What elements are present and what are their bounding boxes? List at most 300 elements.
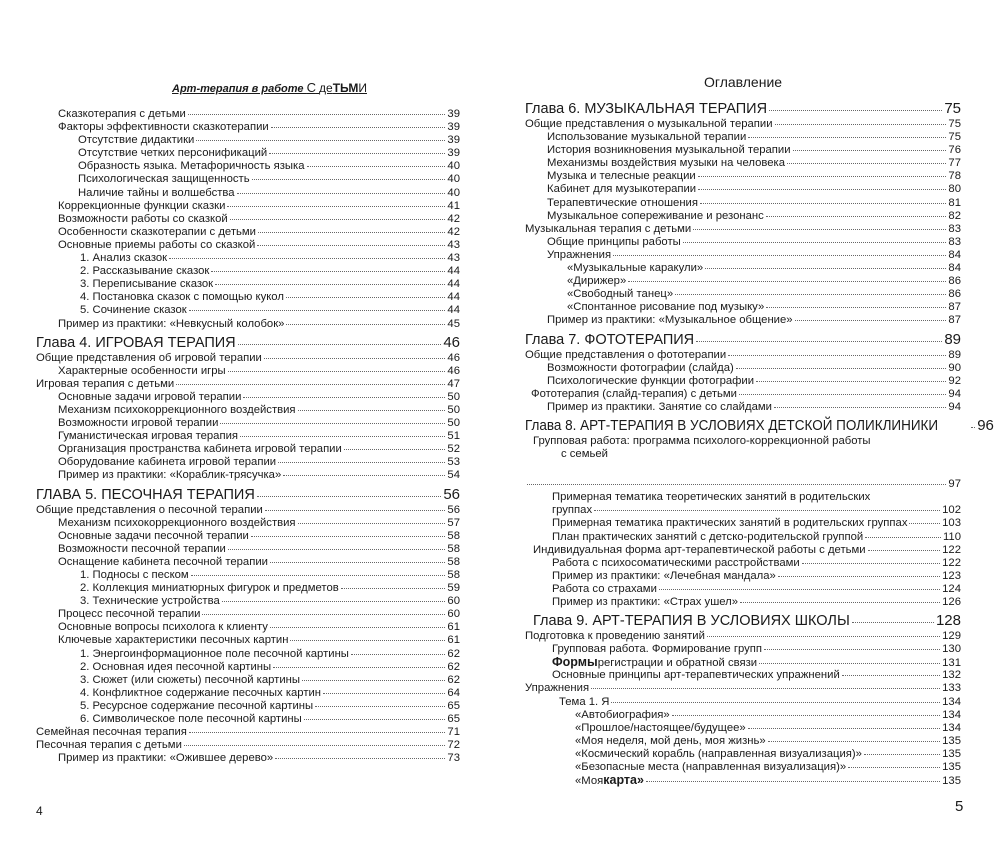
header-title: Арт-терапия в работе [172,83,304,95]
leader-dots [696,341,942,342]
toc-entry-title: Механизм психокоррекционного воздействия [58,516,296,529]
leader-dots [238,344,442,345]
toc-entry-page: 62 [447,647,460,660]
toc-entry [525,249,961,262]
toc-entry [36,265,460,278]
toc-entry-page: 92 [948,374,961,387]
toc-entry-page: 60 [447,608,460,621]
leader-dots [202,614,445,615]
leader-dots [251,536,446,537]
leader-dots [628,281,946,282]
toc-entry-title: «Космический корабль (направленная визуализация)» [575,747,862,760]
toc-entry-page: 44 [447,291,460,304]
leader-dots [271,127,446,128]
header-title-5: И [358,81,367,95]
leader-dots [290,640,445,641]
toc-entry-title: «Моя [575,775,604,788]
header-title-2: С [306,80,316,95]
toc-entry-title: Механизмы воздействия музыки на человека [547,157,785,170]
toc-entry-page: 102 [942,504,961,517]
toc-entry-title: Кабинет для музыкотерапии [547,183,697,196]
toc-entry-page: 129 [942,630,961,643]
toc-entry-title: Семейная песочная терапия [36,726,187,739]
toc-entry-title: 1. Анализ сказок [80,252,168,265]
toc-entry [525,314,961,327]
leader-dots [756,381,946,382]
leader-dots [865,537,941,538]
toc-entry-page: 71 [447,726,460,739]
toc-entry-title: Работа со страхами [552,582,657,595]
leader-dots [264,358,446,359]
leader-dots [728,355,946,356]
toc-entry [36,108,460,121]
leader-dots [341,588,446,589]
toc-entry-title: Музыкальное сопереживание и резонанс [547,209,764,222]
toc-entry [36,391,460,404]
toc-entry-title: Примерная тематика теоретических занятий в родительских [552,491,871,504]
toc-entry-page: 44 [447,265,460,278]
leader-dots [351,654,445,655]
running-header: Оглавление [704,74,783,90]
toc-entry-title: Возможности игровой терапии [58,417,219,430]
toc-entry-title: Процесс песочной терапии [58,608,201,621]
leader-dots [739,394,946,395]
toc-entry-title: Использование музыкальной терапии [547,131,747,144]
toc-entry-page: 50 [447,403,460,416]
toc-entry-page: 128 [935,612,961,630]
toc-entry [36,726,460,739]
toc-entry-title: группах [552,504,593,517]
toc-entry-page: 133 [942,682,961,695]
leader-dots [864,754,940,755]
toc-entry-title: «Безопасные места (направленная визуализация)» [575,761,847,774]
leader-dots [774,407,946,408]
toc-entry [525,349,961,362]
toc-entry-page: 40 [447,186,460,199]
toc-entry-title: Отсутствие четких персонификаций [78,147,268,160]
toc-entry-title: Сказкотерапия с детьми [58,108,186,120]
toc-entry-title: 2. Рассказывание сказок [80,265,210,278]
toc-entry [36,504,460,517]
leader-dots [302,680,445,681]
toc-entry-page: 43 [447,252,460,265]
toc-entry-page: 51 [447,430,460,443]
leader-dots [257,496,442,497]
leader-dots [286,297,445,298]
leader-dots [258,232,445,233]
toc-entry-title: 4. Конфликтное содержание песочных картин [80,686,322,699]
toc-entry-page: 57 [447,516,460,529]
leader-dots [252,179,446,180]
toc-entry-title: Возможности песочной терапии [58,542,226,555]
leader-dots [169,258,445,259]
toc-entry-page: 90 [948,361,961,374]
toc-entry-title: с семьей [561,448,608,461]
leader-dots [748,137,946,138]
toc-entry [525,388,961,401]
leader-dots [787,163,946,164]
leader-dots [766,216,947,217]
toc-entry-page: 80 [948,183,961,196]
toc-entry [525,491,961,504]
toc-entry-title: Возможности работы со сказкой [58,212,228,225]
toc-entry-title: Пример из практики: «Страх ушел» [552,596,739,608]
toc-entry-page: 94 [948,387,961,400]
toc-entry [525,517,961,530]
toc-entry-page: 44 [447,304,460,317]
toc-entry-title: регистрации и обратной связи [597,657,758,670]
toc-entry [36,569,460,582]
left-page [0,0,490,850]
toc-entry-page: 58 [447,569,460,581]
toc-entry [525,157,961,170]
toc-entry-title: Гуманистическая игровая терапия [58,430,239,443]
toc-entry-page: 62 [447,660,460,673]
leader-dots [215,284,445,285]
toc-entry [525,183,961,196]
leader-dots [766,307,946,308]
leader-dots [184,745,446,746]
toc-entry-title: Пример из практики: «Кораблик-трясучка» [58,469,282,482]
leader-dots [283,475,445,476]
toc-entry-title: Подготовка к проведению занятий [525,630,705,643]
toc-entry-title: Основные приемы работы со сказкой [58,238,256,251]
spacer [525,461,961,478]
toc-entry [36,469,460,482]
toc-entry-title: 3. Переписывание сказок [80,278,214,291]
toc-entry [525,630,961,643]
toc-entry-title: Тема 1. Я [559,695,610,708]
toc-entry-page: 89 [948,348,961,361]
leader-dots [315,706,445,707]
toc-entry [36,487,460,503]
toc-right [525,100,994,788]
toc-entry [36,187,460,200]
toc-entry [36,352,460,365]
toc-entry-title: Песочная терапия с детьми [36,739,182,752]
toc-entry [36,752,460,765]
toc-entry-title: Образность языка. Метафоричность языка [78,160,305,173]
toc-entry-title: «Дирижер» [567,275,627,288]
toc-entry-page: 94 [948,400,961,413]
toc-entry [36,213,460,226]
toc-entry-title: 2. Коллекция миниатюрных фигурок и предметов [80,582,339,595]
toc-entry-page: 83 [948,235,961,248]
toc-entry-page: 75 [948,118,961,130]
toc-entry-page: 39 [447,134,460,147]
toc-entry-page: 122 [942,543,961,556]
toc-entry-page: 39 [447,121,460,134]
toc-entry [525,722,961,735]
toc-entry-title: Характерные особенности игры [58,364,226,377]
toc-entry [525,416,994,434]
toc-entry-page: 103 [942,517,961,530]
toc-entry [525,613,961,629]
leader-dots [778,576,940,577]
leader-dots [848,767,940,768]
toc-entry-title: Механизм психокоррекционного воздействия [58,403,296,416]
leader-dots [793,150,947,151]
toc-entry-title: «Свободный танец» [567,288,674,301]
toc-entry-page: 42 [447,212,460,225]
toc-entry-title: 4. Постановка сказок с помощью кукол [80,291,284,304]
toc-entry-page: 50 [447,417,460,430]
toc-entry-title: Отсутствие дидактики [78,134,195,147]
leader-dots [768,741,940,742]
toc-entry-page: 123 [942,569,961,582]
toc-entry [525,362,961,375]
leader-dots [611,702,940,703]
toc-entry [525,275,961,288]
toc-entry [36,365,460,378]
toc-entry-page: 61 [447,621,460,634]
toc-entry-title: Глава 7. ФОТОТЕРАПИЯ [525,331,695,348]
toc-entry-title: Общие принципы работы [547,235,681,248]
toc-entry-title: План практических занятий с детско-родительской группой [552,530,864,543]
leader-dots [852,622,934,623]
toc-entry-page: 61 [447,634,460,647]
toc-entry [525,761,961,774]
toc-entry [36,252,460,265]
leader-dots [269,153,445,154]
toc-entry-title: Групповая работа: программа психолого-коррекционной работы [533,434,871,447]
toc-entry [525,774,961,787]
leader-dots [759,663,940,664]
leader-dots [230,219,446,220]
leader-dots [705,268,946,269]
toc-entry-page: 54 [447,469,460,482]
leader-dots [220,423,445,424]
toc-entry-title: «Прошлое/настоящее/будущее» [575,721,746,734]
toc-entry-title: «Автобиография» [575,708,670,721]
toc-entry-title: «Моя неделя, мой день, моя жизнь» [575,734,766,747]
leader-dots [189,310,446,311]
toc-entry-title: Основные задачи песочной терапии [58,529,249,542]
leader-dots [802,563,940,564]
toc-entry [525,748,961,761]
toc-entry [525,262,961,275]
toc-entry [525,682,961,695]
toc-entry-page: 39 [447,147,460,160]
toc-entry-title: Общие представления о песочной терапии [36,503,263,516]
leader-dots [736,368,947,369]
toc-entry-page: 83 [948,222,961,235]
leader-dots [672,715,940,716]
toc-entry [36,608,460,621]
toc-entry [36,517,460,530]
leader-dots [222,601,446,602]
toc-entry-page: 40 [447,173,460,186]
toc-entry-title: Общие представления о музыкальной терапии [525,118,773,130]
leader-dots [237,193,446,194]
leader-dots [176,384,445,385]
leader-dots [698,176,947,177]
leader-dots [700,203,946,204]
toc-entry [525,131,961,144]
toc-entry-page: 39 [447,108,460,120]
toc-entry-title: Музыкальная терапия с детьми [525,222,692,235]
leader-dots [909,523,940,524]
toc-entry [36,739,460,752]
leader-dots [971,427,975,428]
toc-entry-page: 122 [942,556,961,569]
toc-entry-page: 135 [942,734,961,747]
leader-dots [270,562,445,563]
toc-entry-title: Пример из практики: «Ожившее дерево» [58,752,274,765]
toc-entry [525,669,961,682]
toc-entry-page: 46 [443,333,460,351]
leader-dots [196,140,445,141]
toc-entry-page: 76 [948,144,961,157]
leader-dots [740,602,940,603]
toc-entry-bold-word: Формы [552,655,598,670]
toc-entry-title: 5. Ресурсное содержание песочной картины [80,699,314,712]
leader-dots [764,649,940,650]
toc-entry-page: 56 [443,485,460,503]
toc-entry [36,160,460,173]
leader-dots [527,484,946,485]
toc-entry-page: 84 [948,248,961,261]
leader-dots [613,255,946,256]
leader-dots [344,449,446,450]
leader-dots [211,271,445,272]
leader-dots [795,320,947,321]
toc-entry-page: 86 [948,275,961,288]
toc-entry-page: 65 [447,699,460,712]
toc-entry [36,713,460,726]
toc-entry-title: Индивидуальная форма арт-терапевтической работы с детьми [533,543,866,556]
toc-entry-page: 124 [942,582,961,595]
leader-dots [275,758,445,759]
toc-entry [36,443,460,456]
toc-entry-title: Оснащение кабинета песочной терапии [58,555,268,568]
toc-entry [36,430,460,443]
toc-entry-title: 6. Символическое поле песочной картины [80,713,302,726]
toc-entry [525,709,961,722]
toc-entry [525,570,961,583]
toc-entry-title: 3. Сюжет (или сюжеты) песочной картины [80,673,301,686]
toc-entry [525,288,961,301]
toc-left [36,108,460,765]
page-number: 4 [36,804,43,818]
toc-entry-title: Общие представления об игровой терапии [36,351,262,364]
leader-dots [228,371,446,372]
toc-entry-title: Упражнения [547,248,612,261]
toc-entry-page: 41 [447,199,460,212]
toc-entry-title: 1. Подносы с песком [80,569,189,581]
leader-dots [278,462,445,463]
leader-dots [748,728,940,729]
toc-entry [525,144,961,157]
toc-entry-title: История возникновения музыкальной терапии [547,144,791,157]
toc-entry-page: 87 [948,301,961,314]
toc-entry-page: 65 [447,713,460,726]
leader-dots [775,124,947,125]
toc-entry [36,404,460,417]
leader-dots [191,575,446,576]
toc-entry-title: Глава 4. ИГРОВАЯ ТЕРАПИЯ [36,334,236,351]
toc-entry-page: 131 [942,657,961,670]
leader-dots [594,510,940,511]
toc-entry-title: Основные задачи игровой терапии [58,390,242,403]
leader-dots [240,436,445,437]
toc-entry-page: 87 [948,314,961,327]
toc-entry-page: 75 [948,131,961,144]
toc-entry-page: 110 [942,530,961,543]
toc-right-part-b [525,478,961,787]
toc-entry-page: 84 [948,262,961,275]
toc-entry-page: 62 [447,673,460,686]
leader-dots [286,324,445,325]
toc-entry-title: Общие представления о фототерапии [525,348,727,361]
toc-entry [525,544,961,557]
right-page [500,0,1000,850]
toc-entry [525,735,961,748]
toc-entry [36,200,460,213]
header-title-4: ТЬМ [332,81,359,95]
toc-entry-title: Основные принципы арт-терапевтических упражнений [552,669,840,682]
toc-entry [36,173,460,186]
toc-entry-title: Примерная тематика практических занятий в родительских группах [552,517,908,530]
toc-entry-title: Организация пространства кабинета игровой терапии [58,443,342,456]
toc-entry-page: 73 [447,752,460,765]
toc-entry [525,101,961,117]
toc-entry [36,226,460,239]
toc-entry-page: 134 [942,695,961,708]
toc-entry-page: 53 [447,456,460,469]
toc-entry [525,531,961,544]
toc-entry-page: 42 [447,225,460,238]
toc-entry [36,417,460,430]
toc-entry [525,656,961,669]
leader-dots [868,550,941,551]
toc-entry [36,543,460,556]
leader-dots [698,189,946,190]
toc-entry-page: 46 [447,364,460,377]
toc-entry-title: Терапевтические отношения [547,196,698,209]
toc-entry-page: 86 [948,288,961,301]
leader-dots [307,166,446,167]
toc-entry [36,335,460,351]
toc-entry [36,147,460,160]
toc-entry-title: Пример из практики: «Музыкальное общение» [547,314,793,327]
toc-entry-title: Факторы эффективности сказкотерапии [58,121,269,134]
leader-dots [707,636,940,637]
toc-entry-title: Основные вопросы психолога к клиенту [58,621,268,634]
toc-entry-title: Особенности сказкотерапии с детьми [58,225,256,238]
toc-entry-page: 58 [447,555,460,568]
toc-entry [36,687,460,700]
toc-entry [36,134,460,147]
toc-entry-title: Психологические функции фотографии [547,374,755,387]
toc-entry-page: 43 [447,238,460,251]
toc-entry-title: Пример из практики. Занятие со слайдами [547,400,772,413]
leader-dots [683,242,947,243]
toc-entry-page: 47 [447,377,460,390]
toc-entry [525,223,961,236]
leader-dots [298,410,446,411]
toc-entry [36,661,460,674]
leader-dots [675,294,946,295]
toc-entry-page: 135 [942,747,961,760]
toc-entry [36,634,460,647]
toc-entry-page: 77 [948,157,961,170]
toc-entry-title: ГЛАВА 5. ПЕСОЧНАЯ ТЕРАПИЯ [36,486,255,503]
toc-entry-page: 81 [948,196,961,209]
toc-entry-title: 3. Технические устройства [80,595,220,608]
leader-dots [257,245,445,246]
toc-entry [36,648,460,661]
